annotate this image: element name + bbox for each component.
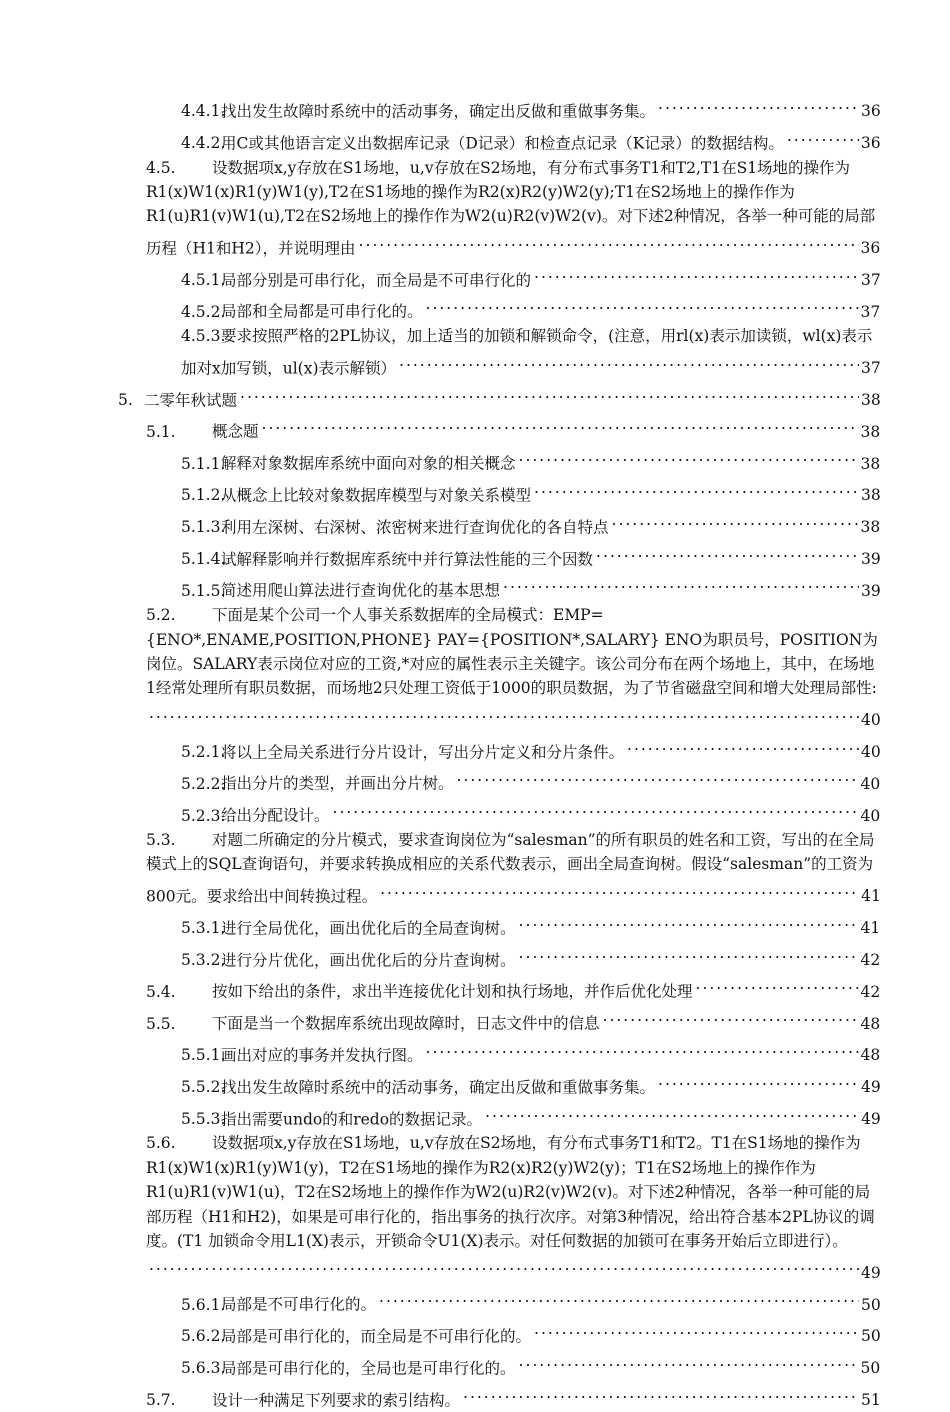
toc-entry-page: 42 xyxy=(860,950,881,969)
toc-entry-number: 5.1. xyxy=(146,422,176,441)
toc-entry-page: 36 xyxy=(861,102,881,121)
dot-leader xyxy=(534,1317,859,1341)
toc-entry-number: 5.5.1. xyxy=(181,1046,226,1065)
toc-entry-page: 48 xyxy=(860,1014,881,1033)
dot-leader xyxy=(426,1036,859,1060)
dot-leader xyxy=(149,1253,859,1277)
toc-entry-number: 5.1.4. xyxy=(181,549,226,568)
toc-entry-title: 设计一种满足下列要求的索引结构。 xyxy=(212,1391,461,1410)
toc-entry[interactable] xyxy=(181,764,882,796)
toc-entry-number: 5.4. xyxy=(146,982,176,1001)
toc-entry-page: 49 xyxy=(861,1109,881,1128)
toc-entry[interactable] xyxy=(181,571,882,603)
dot-leader xyxy=(519,909,859,933)
toc-entry-title: 进行分片优化，画出优化后的分片查询树。 xyxy=(221,950,516,969)
toc-entry-number: 5.5.2. xyxy=(181,1078,226,1097)
toc-entry-title: 局部是不可串行化的。 xyxy=(221,1295,377,1314)
toc-entry-number: 4.5. xyxy=(146,158,176,177)
toc-entry-page: 49 xyxy=(861,1263,881,1282)
toc-entry[interactable] xyxy=(146,156,882,261)
dot-leader xyxy=(485,1100,859,1124)
dot-leader xyxy=(519,444,859,468)
dot-leader xyxy=(603,1004,859,1028)
toc-entry[interactable] xyxy=(146,603,882,732)
toc-entry[interactable] xyxy=(146,1381,882,1412)
toc-entry-number: 4.4.2. xyxy=(181,134,226,153)
toc-entry-number: 5.6.3. xyxy=(181,1359,226,1378)
toc-entry-page: 49 xyxy=(861,1078,881,1097)
toc-entry-number: 5.6. xyxy=(146,1134,176,1153)
toc-entry-number: 4.4.1. xyxy=(181,102,226,121)
toc-entry-page: 50 xyxy=(860,1359,881,1378)
dot-leader xyxy=(333,796,859,820)
toc-entry-title: 设数据项x,y存放在S1场地，u,v存放在S2场地，有分布式事务T1和T2,T1在S1场地的操作为R1(x)W1(x)R1(y)W1(y),T2在S1场地的操作为R2(x)R2(y)W2(y);T1在S2场地上的操作作为R1(u)R1(v)W1(u),T2在S2场地上的操作作为W2(u)R2(v)W2(v)。对下述2种情况，各举一种可能的局部历程（H1和H2），并说明理由 xyxy=(146,158,876,258)
toc-entry-title: 按如下给出的条件，求出半连接优化计划和执行场地，并作后优化处理 xyxy=(212,982,693,1001)
toc-entry-page: 48 xyxy=(860,1046,881,1065)
toc-entry-number: 5.3.1. xyxy=(181,919,226,938)
toc-entry-number: 5.7. xyxy=(146,1391,176,1410)
toc-entry-title: 将以上全局关系进行分片设计，写出分片定义和分片条件。 xyxy=(221,743,625,762)
toc-entry-number: 5.2.3. xyxy=(181,806,226,825)
toc-entry[interactable] xyxy=(181,1100,882,1132)
toc-entry-title: 指出分片的类型，并画出分片树。 xyxy=(221,774,454,793)
toc-entry-page: 36 xyxy=(860,134,881,153)
table-of-contents xyxy=(0,92,950,1412)
dot-leader xyxy=(612,508,859,532)
toc-entry-title: 概念题 xyxy=(212,422,259,441)
toc-entry-title: 给出分配设计。 xyxy=(221,806,330,825)
dot-leader xyxy=(519,1349,859,1373)
dot-leader xyxy=(787,124,859,148)
toc-entry[interactable] xyxy=(181,1036,882,1068)
toc-entry-title: 对题二所确定的分片模式，要求查询岗位为“salesman”的所有职员的姓名和工资，写出的在全局模式上的SQL查询语句，并要求转换成相应的关系代数表示，画出全局查询树。假设“salesman”的工资为800元。要求给出中间转换过程。 xyxy=(146,831,875,906)
toc-entry-number: 5.2. xyxy=(146,606,176,625)
toc-entry-page: 37 xyxy=(861,359,881,378)
dot-leader xyxy=(426,292,859,316)
toc-entry[interactable] xyxy=(181,124,882,156)
toc-entry-number: 5.6.2. xyxy=(181,1327,226,1346)
toc-entry-number: 5.6.1. xyxy=(181,1295,226,1314)
toc-entry-title: 局部分别是可串行化，而全局是不可串行化的 xyxy=(221,271,532,290)
toc-entry-page: 38 xyxy=(860,422,881,441)
toc-entry[interactable] xyxy=(181,941,882,973)
toc-entry[interactable] xyxy=(181,1317,882,1349)
toc-entry-number: 5.2.2. xyxy=(181,774,226,793)
dot-leader xyxy=(380,877,859,901)
toc-entry-title: 下面是当一个数据库系统出现故障时，日志文件中的信息 xyxy=(212,1014,600,1033)
toc-entry-page: 40 xyxy=(861,743,881,762)
toc-entry-page: 40 xyxy=(861,711,881,730)
toc-entry-page: 37 xyxy=(861,271,881,290)
toc-entry-page: 40 xyxy=(860,806,881,825)
dot-leader xyxy=(534,476,859,500)
toc-entry-title: 找出发生故障时系统中的活动事务，确定出反做和重做事务集。 xyxy=(221,1078,656,1097)
toc-entry-title: 从概念上比较对象数据库模型与对象关系模型 xyxy=(221,486,532,505)
toc-entry-number: 5.1.2. xyxy=(181,486,226,505)
toc-entry-title: 局部和全局都是可串行化的。 xyxy=(221,302,423,321)
toc-entry-page: 41 xyxy=(861,887,881,906)
toc-entry-page: 39 xyxy=(861,581,881,600)
dot-leader xyxy=(658,92,859,116)
toc-entry-title: 下面是某个公司一个人事关系数据库的全局模式：EMP={ENO*,ENAME,POSITION,PHONE} PAY={POSITION*,SALARY} ENO为职员号，POSITION为岗位。SALARY表示岗位对应的工资,*对应的属性表示主关键字。该公司分布在两个场地上，其中，在场地1经常处理所有职员数据，而场地2只处理工资低于1000的职员数据，为了节省磁盘空间和增大处理局部性: xyxy=(146,606,878,698)
dot-leader xyxy=(359,229,859,253)
toc-entry[interactable] xyxy=(181,292,882,324)
toc-entry-number: 5.1.5. xyxy=(181,581,226,600)
toc-entry-title: 找出发生故障时系统中的活动事务，确定出反做和重做事务集。 xyxy=(221,102,656,121)
toc-entry-page: 38 xyxy=(861,390,881,409)
toc-entry-title: 简述用爬山算法进行查询优化的基本思想 xyxy=(221,581,501,600)
toc-entry[interactable] xyxy=(146,1004,882,1036)
toc-entry-page: 50 xyxy=(861,1327,881,1346)
toc-entry[interactable] xyxy=(146,412,882,444)
dot-leader xyxy=(240,381,859,405)
toc-entry[interactable] xyxy=(181,909,882,941)
dot-leader xyxy=(149,701,859,725)
dot-leader xyxy=(627,733,859,757)
toc-entry-number: 5.2.1. xyxy=(181,743,226,762)
toc-entry[interactable] xyxy=(181,1349,882,1381)
dot-leader xyxy=(658,1068,859,1092)
dot-leader xyxy=(457,764,859,788)
toc-entry-page: 41 xyxy=(860,919,881,938)
toc-entry-page: 42 xyxy=(860,982,881,1001)
toc-entry-title: 画出对应的事务并发执行图。 xyxy=(221,1046,423,1065)
toc-entry-number: 5.5.3. xyxy=(181,1109,226,1128)
dot-leader xyxy=(503,571,859,595)
toc-entry[interactable] xyxy=(146,828,882,909)
toc-entry-title: 试解释影响并行数据库系统中并行算法性能的三个因数 xyxy=(221,549,594,568)
toc-entry-title: 用C或其他语言定义出数据库记录（D记录）和检查点记录（K记录）的数据结构。 xyxy=(221,134,784,153)
dot-leader xyxy=(463,1381,859,1405)
toc-entry-page: 39 xyxy=(861,549,881,568)
toc-entry[interactable] xyxy=(146,972,882,1004)
toc-entry-page: 40 xyxy=(860,774,881,793)
dot-leader xyxy=(696,972,859,996)
toc-entry-number: 5.3. xyxy=(146,831,176,850)
toc-entry-title: 要求按照严格的2PL协议，加上适当的加锁和解锁命令，(注意，用rl(x)表示加读锁，wl(x)表示加对x加写锁，ul(x)表示解锁） xyxy=(181,327,873,378)
toc-entry[interactable] xyxy=(181,1068,882,1100)
toc-entry-page: 37 xyxy=(860,302,881,321)
toc-entry[interactable] xyxy=(181,540,882,572)
toc-entry[interactable] xyxy=(181,476,882,508)
dot-leader xyxy=(379,1285,859,1309)
toc-entry[interactable] xyxy=(118,381,882,413)
toc-entry[interactable] xyxy=(181,261,882,293)
toc-entry[interactable] xyxy=(181,92,882,124)
toc-entry-page: 36 xyxy=(860,239,881,258)
toc-entry-title: 局部是可串行化的，全局也是可串行化的。 xyxy=(221,1359,516,1378)
toc-entry[interactable] xyxy=(181,444,882,476)
dot-leader xyxy=(262,412,859,436)
toc-entry-number: 5.1.3. xyxy=(181,518,226,537)
toc-entry-page: 38 xyxy=(860,454,881,473)
dot-leader xyxy=(519,941,859,965)
toc-entry-title: 利用左深树、右深树、浓密树来进行查询优化的各自特点 xyxy=(221,518,609,537)
toc-entry-number: 5.1.1. xyxy=(181,454,226,473)
dot-leader xyxy=(596,540,859,564)
toc-entry-title: 二零年秋试题 xyxy=(144,390,238,409)
toc-entry-page: 50 xyxy=(861,1295,881,1314)
toc-entry[interactable] xyxy=(181,733,882,765)
toc-entry-page: 51 xyxy=(861,1391,881,1410)
toc-entry-title: 进行全局优化，画出优化后的全局查询树。 xyxy=(221,919,516,938)
toc-entry-number: 5.3.2. xyxy=(181,950,226,969)
toc-entry-title: 指出需要undo的和redo的数据记录。 xyxy=(221,1109,483,1128)
toc-entry-number: 4.5.1. xyxy=(181,271,226,290)
toc-entry-number: 5. xyxy=(118,390,133,409)
toc-entry[interactable] xyxy=(181,508,882,540)
toc-entry[interactable] xyxy=(181,796,882,828)
dot-leader xyxy=(399,349,859,373)
toc-entry-page: 38 xyxy=(861,486,881,505)
toc-entry-title: 设数据项x,y存放在S1场地，u,v存放在S2场地，有分布式事务T1和T2。T1在S1场地的操作为R1(x)W1(x)R1(y)W1(y)，T2在S1场地的操作为R2(x)R2(y)W2(y)；T1在S2场地上的操作作为R1(u)R1(v)W1(u)，T2在S2场地上的操作作为W2(u)R2(v)W2(v)。对下述2种情况，各举一种可能的局部历程（H1和H2)，如果是可串行化的，指出事务的执行次序。对第3种情况，给出符合基本2PL协议的调度。(T1 加锁命令用L1(X)表示，开锁命令U1(X)表示。对任何数据的加锁可在事务开始后立即进行）。 xyxy=(146,1134,875,1250)
toc-entry-title: 局部是可串行化的，而全局是不可串行化的。 xyxy=(221,1327,532,1346)
toc-entry-number: 4.5.2. xyxy=(181,302,226,321)
toc-entry-number: 4.5.3. xyxy=(181,327,226,346)
toc-entry-page: 38 xyxy=(860,518,881,537)
toc-entry-title: 解释对象数据库系统中面向对象的相关概念 xyxy=(221,454,516,473)
toc-entry-number: 5.5. xyxy=(146,1014,176,1033)
toc-entry[interactable] xyxy=(146,1131,882,1285)
toc-entry[interactable] xyxy=(181,324,882,380)
toc-entry[interactable] xyxy=(181,1285,882,1317)
dot-leader xyxy=(534,261,859,285)
